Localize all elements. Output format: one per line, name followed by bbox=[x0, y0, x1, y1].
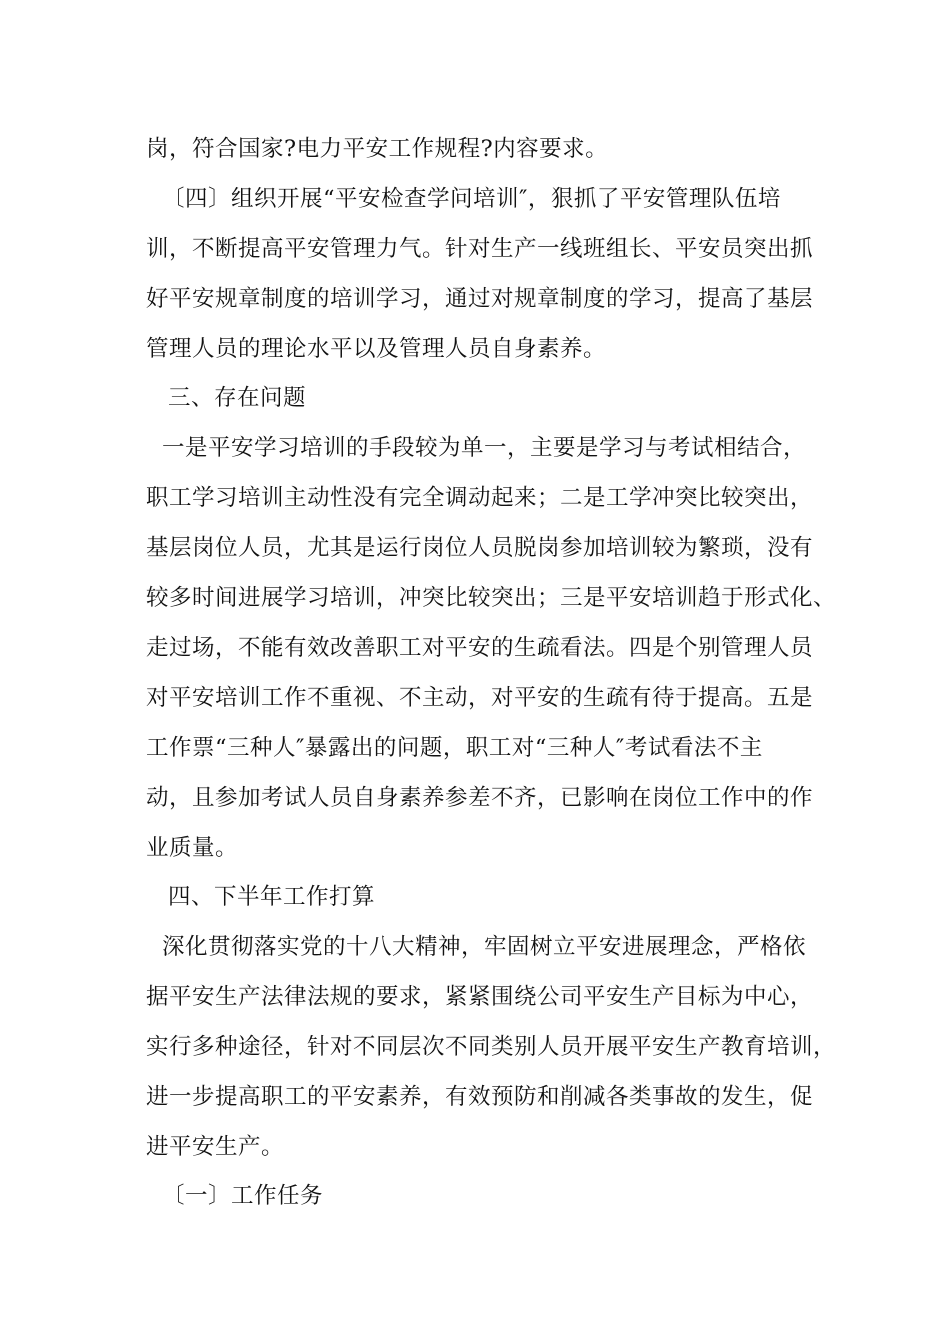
paragraph-line: 训，不断提高平安管理力气。针对生产一线班组长、平安员突出抓 bbox=[146, 236, 814, 262]
paragraph-line: 岗，符合国家?电力平安工作规程?内容要求。 bbox=[146, 136, 609, 162]
paragraph-line: 职工学习培训主动性没有完全调动起来；二是工学冲突比较突出， bbox=[146, 485, 814, 511]
paragraph-line: 管理人员的理论水平以及管理人员自身素养。 bbox=[146, 336, 607, 362]
paragraph-line: 动，且参加考试人员自身素养参差不齐，已影响在岗位工作中的作 bbox=[146, 785, 814, 811]
section-heading: 三、存在问题 bbox=[168, 385, 307, 411]
paragraph-line: 进平安生产。 bbox=[146, 1134, 285, 1160]
paragraph-line: 进一步提高职工的平安素养，有效预防和削减各类事故的发生，促 bbox=[146, 1084, 814, 1110]
paragraph-line: 一是平安学习培训的手段较为单一，主要是学习与考试相结合， bbox=[162, 435, 807, 461]
paragraph-line: 对平安培训工作不重视、不主动，对平安的生疏有待于提高。五是 bbox=[146, 685, 814, 711]
paragraph-line: 实行多种途径，针对不同层次不同类别人员开展平安生产教育培训， bbox=[146, 1034, 837, 1060]
paragraph-line: 据平安生产法律法规的要求，紧紧围绕公司平安生产目标为中心， bbox=[146, 984, 814, 1010]
paragraph-line: 好平安规章制度的培训学习，通过对规章制度的学习，提高了基层 bbox=[146, 286, 814, 312]
section-heading-line: 〔四〕组织开展“平安检查学问培训″，狠抓了平安管理队伍培 bbox=[162, 186, 781, 212]
paragraph-line: 基层岗位人员，尤其是运行岗位人员脱岗参加培训较为繁琐，没有 bbox=[146, 535, 814, 561]
paragraph-line: 走过场，不能有效改善职工对平安的生疏看法。四是个别管理人员 bbox=[146, 635, 814, 661]
paragraph-line: 深化贯彻落实党的十八大精神，牢固树立平安进展理念，严格依 bbox=[162, 934, 807, 960]
paragraph-line: 业质量。 bbox=[146, 835, 239, 861]
subsection-heading: 〔一〕工作任务 bbox=[162, 1183, 324, 1209]
section-heading: 四、下半年工作打算 bbox=[168, 884, 376, 910]
paragraph-line: 较多时间进展学习培训，冲突比较突出；三是平安培训趋于形式化、 bbox=[146, 585, 837, 611]
paragraph-line: 工作票“三种人″暴露出的问题，职工对“三种人″考试看法不主 bbox=[146, 735, 763, 761]
